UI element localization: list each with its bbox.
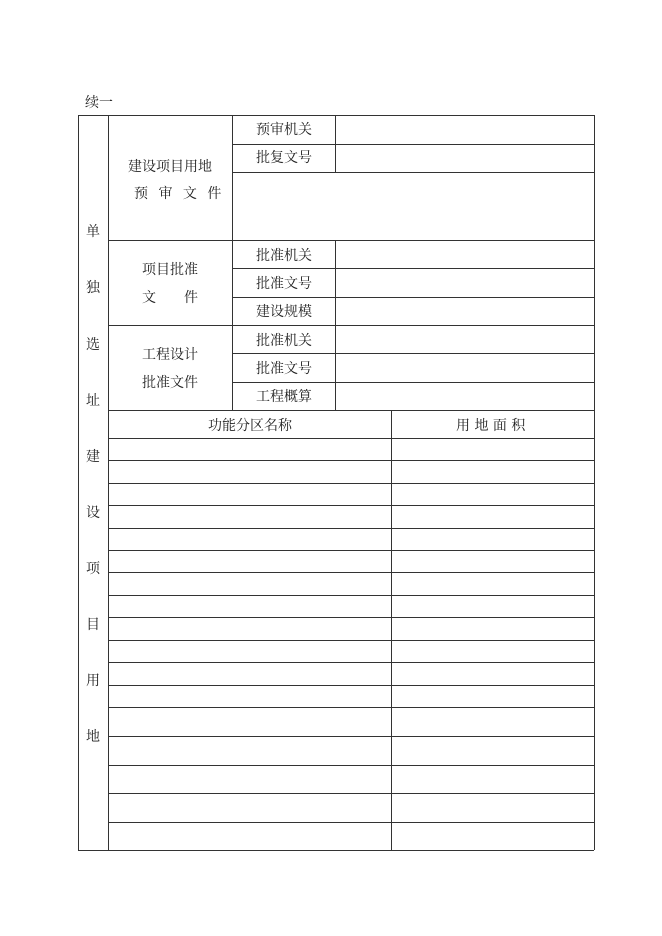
project-approval-scale-label: 建设规模 (256, 304, 312, 320)
side-title-char: 址 (86, 393, 100, 409)
preapproval-authority-label: 预审机关 (256, 122, 312, 138)
preapproval-reply-number-label: 批复文号 (256, 150, 312, 166)
side-title-char: 设 (86, 505, 100, 521)
preapproval-title-line1: 建设项目用地 (128, 159, 212, 175)
side-title-char: 用 (86, 673, 100, 689)
project-approval-title-line2: 文 件 (142, 290, 198, 306)
side-title-char: 项 (86, 561, 100, 577)
project-approval-number-label: 批准文号 (256, 276, 312, 292)
project-approval-title-line1: 项目批准 (142, 262, 198, 278)
land-area-header: 用 地 面 积 (456, 418, 526, 434)
continuation-label: 续一 (85, 95, 113, 111)
preapproval-title-line2: 预 审 文 件 (134, 186, 225, 202)
side-title-char: 独 (86, 280, 100, 296)
side-title-char: 建 (86, 449, 100, 465)
design-approval-title-line2: 批准文件 (142, 375, 198, 391)
side-title-char: 选 (86, 337, 100, 353)
side-title-char: 目 (86, 617, 100, 633)
side-title-char: 单 (86, 224, 100, 240)
side-title-char: 地 (86, 729, 100, 745)
design-approval-title-line1: 工程设计 (142, 347, 198, 363)
function-zone-header: 功能分区名称 (208, 418, 292, 434)
project-approval-authority-label: 批准机关 (256, 248, 312, 264)
design-approval-estimate-label: 工程概算 (256, 389, 312, 405)
design-approval-number-label: 批准文号 (256, 361, 312, 377)
design-approval-authority-label: 批准机关 (256, 333, 312, 349)
